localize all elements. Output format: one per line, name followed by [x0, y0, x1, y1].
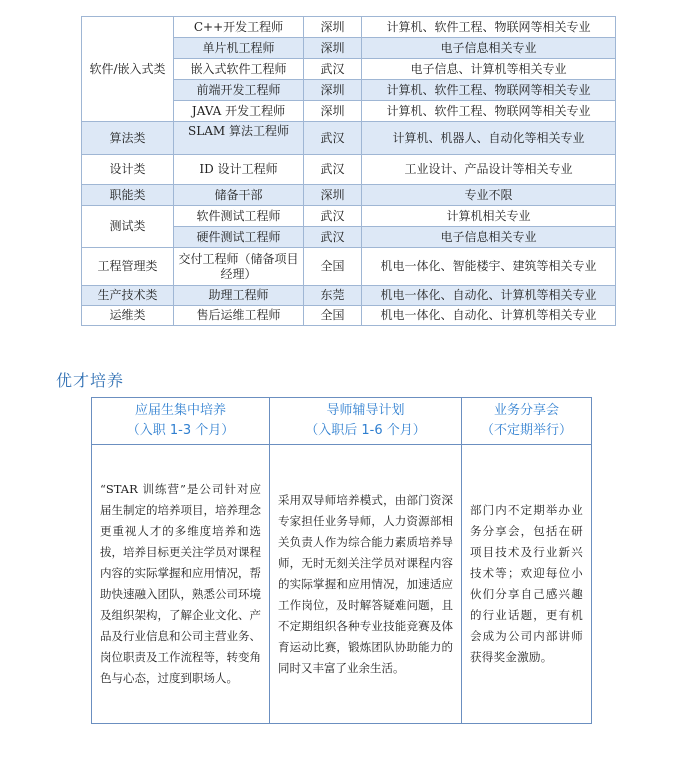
category-cell: 工程管理类 [82, 248, 174, 286]
category-cell: 生产技术类 [82, 286, 174, 306]
position-cell: SLAM 算法工程师 [174, 122, 304, 155]
city-cell: 深圳 [304, 38, 362, 59]
major-cell: 机电一体化、自动化、计算机等相关专业 [362, 286, 616, 306]
training-table [91, 397, 592, 724]
column-title: 应届生集中培养 [134, 403, 226, 418]
position-cell: 软件测试工程师 [174, 206, 304, 227]
column-title: 业务分享会 [493, 403, 559, 418]
city-cell: 武汉 [304, 59, 362, 80]
major-cell: 工业设计、产品设计等相关专业 [362, 155, 616, 185]
category-cell: 软件/嵌入式类 [82, 17, 174, 122]
category-cell: 设计类 [82, 155, 174, 185]
column-title: 导师辅导计划 [326, 403, 405, 418]
category-cell: 算法类 [82, 122, 174, 155]
position-cell: ID 设计工程师 [174, 155, 304, 185]
major-cell: 计算机、软件工程、物联网等相关专业 [362, 80, 616, 101]
position-cell: 售后运维工程师 [174, 306, 304, 326]
position-cell: 储备干部 [174, 185, 304, 206]
position-cell: 助理工程师 [174, 286, 304, 306]
city-cell: 武汉 [304, 227, 362, 248]
city-cell: 深圳 [304, 80, 362, 101]
column-header [462, 398, 592, 445]
job-openings-table [81, 16, 616, 326]
city-cell: 全国 [304, 306, 362, 326]
position-cell: 前端开发工程师 [174, 80, 304, 101]
major-cell: 计算机、软件工程、物联网等相关专业 [362, 101, 616, 122]
major-cell: 电子信息相关专业 [362, 227, 616, 248]
city-cell: 武汉 [304, 155, 362, 185]
column-subtitle: （入职 1-3 个月） [126, 423, 235, 438]
column-subtitle: （入职后 1-6 个月） [305, 423, 426, 438]
position-cell: 硬件测试工程师 [174, 227, 304, 248]
category-cell: 测试类 [82, 206, 174, 248]
city-cell: 东莞 [304, 286, 362, 306]
column-body: 部门内不定期举办业务分享会，包括在研项目技术及行业新兴技术等；欢迎每位小伙们分享自己感兴趣的行业话题，更有机会成为公司内部讲师获得奖金激励。 [462, 445, 592, 724]
column-header [270, 398, 462, 445]
major-cell: 电子信息、计算机等相关专业 [362, 59, 616, 80]
category-cell: 职能类 [82, 185, 174, 206]
major-cell: 机电一体化、智能楼宇、建筑等相关专业 [362, 248, 616, 286]
position-cell: JAVA 开发工程师 [174, 101, 304, 122]
major-cell: 电子信息相关专业 [362, 38, 616, 59]
position-cell: 单片机工程师 [174, 38, 304, 59]
major-cell: 计算机、软件工程、物联网等相关专业 [362, 17, 616, 38]
column-subtitle: （不定期举行） [480, 423, 572, 438]
position-cell: 嵌入式软件工程师 [174, 59, 304, 80]
major-cell: 专业不限 [362, 185, 616, 206]
column-body: “STAR 训练营”是公司针对应届生制定的培养项目，培养理念更重视人才的多维度培养和选拔，培养目标更关注学员对课程内容的实际掌握和应用情况，帮助快速融入团队，熟悉公司环境及组织架构，了解企业文化、产品及行业信息和公司主营业务、岗位职责及工作流程等，转变角色与心态，过度到职场人。 [92, 445, 270, 724]
major-cell: 机电一体化、自动化、计算机等相关专业 [362, 306, 616, 326]
major-cell: 计算机、机器人、自动化等相关专业 [362, 122, 616, 155]
section-title: 优才培养 [56, 371, 125, 390]
column-header [92, 398, 270, 445]
city-cell: 武汉 [304, 122, 362, 155]
category-cell: 运维类 [82, 306, 174, 326]
city-cell: 深圳 [304, 101, 362, 122]
city-cell: 全国 [304, 248, 362, 286]
position-cell: 交付工程师（储备项目经理） [174, 248, 304, 286]
city-cell: 武汉 [304, 206, 362, 227]
column-body: 采用双导师培养模式，由部门资深专家担任业务导师，人力资源部相关负责人作为综合能力素质培养导师，无时无刻关注学员对课程内容的实际掌握和应用情况，加速适应工作岗位，及时解答疑难问题，且不定期组织各种专业技能竞赛及体育运动比赛，锻炼团队协助能力的同时又丰富了业余生活。 [270, 445, 462, 724]
city-cell: 深圳 [304, 17, 362, 38]
major-cell: 计算机相关专业 [362, 206, 616, 227]
position-cell: C++开发工程师 [174, 17, 304, 38]
city-cell: 深圳 [304, 185, 362, 206]
